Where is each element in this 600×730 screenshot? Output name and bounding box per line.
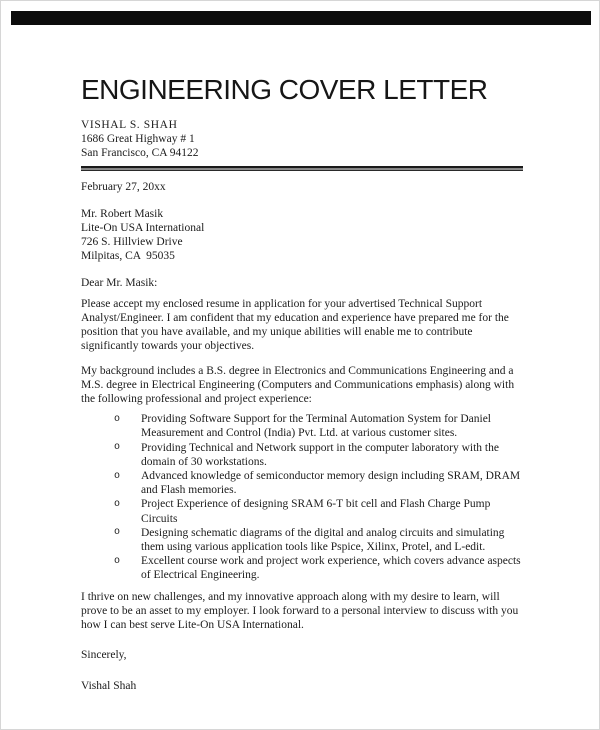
paragraph-closing: I thrive on new challenges, and my innovative approach along with my desire to learn, will prove to be an asset to my employer. I look forward to a personal interview to discuss with you how I can best serve Lite-On USA International.: [81, 590, 519, 632]
experience-item: [81, 412, 525, 440]
experience-item-text: Excellent course work and project work experience, which covers advance aspects of Electrical Engineering.: [141, 555, 521, 582]
bullet-marker-icon: o: [114, 442, 121, 454]
experience-item-text: Providing Software Support for the Terminal Automation System for Daniel Measurement and Control (India) Pvt. Ltd. at various customer sites.: [141, 413, 492, 440]
signature-name: Vishal Shah: [81, 679, 137, 692]
experience-item: [81, 497, 525, 525]
closing-salutation: Sincerely,: [81, 649, 127, 662]
recipient-line: 726 S. Hillview Drive: [81, 236, 183, 249]
experience-item: [81, 441, 525, 469]
sender-block: [81, 118, 525, 161]
recipient-line: Lite-On USA International: [81, 222, 205, 235]
experience-item: [81, 469, 525, 497]
experience-item-text: Advanced knowledge of semiconductor memory design including SRAM, DRAM and Flash memories.: [141, 470, 521, 497]
letter-content: [81, 1, 525, 693]
salutation: Dear Mr. Masik:: [81, 276, 158, 289]
sender-address-line1: 1686 Great Highway # 1: [81, 133, 195, 146]
sender-name: VISHAL S. SHAH: [81, 119, 178, 131]
experience-item-text: Providing Technical and Network support in the computer laboratory with the domain of 30 workstations.: [141, 441, 499, 468]
date-line: February 27, 20xx: [81, 180, 166, 193]
page-title: ENGINEERING COVER LETTER: [81, 74, 488, 105]
paragraph-background: My background includes a B.S. degree in Electronics and Communications Engineering and a M.S. degree in Electrical Engineering (Computers and Communications emphasis) along with the following professional and project experience:: [81, 364, 515, 406]
divider-bar: [81, 166, 523, 171]
experience-list: [81, 412, 525, 582]
sender-address-line2: San Francisco, CA 94122: [81, 147, 199, 160]
experience-item: [81, 526, 525, 554]
bullet-marker-icon: o: [114, 555, 121, 567]
recipient-line: Milpitas, CA 95035: [81, 250, 175, 263]
recipient-line: Mr. Robert Masik: [81, 207, 164, 220]
experience-item-text: Project Experience of designing SRAM 6-T bit cell and Flash Charge Pump Circuits: [141, 498, 491, 525]
experience-item: [81, 554, 525, 582]
bullet-marker-icon: o: [114, 413, 121, 425]
experience-item-text: Designing schematic diagrams of the digital and analog circuits and simulating them using various application tools like Pspice, Xilinx, Protel, and L-edit.: [141, 526, 505, 554]
bullet-marker-icon: o: [114, 527, 121, 539]
bullet-marker-icon: o: [114, 470, 121, 482]
paragraph-intro: Please accept my enclosed resume in application for your advertised Technical Support Analyst/Engineer. I am confident that my education and experience have prepared me for the position that you have available, and my unique abilities will enable me to contribute significantly towards your objectives.: [81, 297, 509, 353]
bullet-marker-icon: o: [114, 498, 121, 510]
recipient-block: [81, 207, 525, 264]
